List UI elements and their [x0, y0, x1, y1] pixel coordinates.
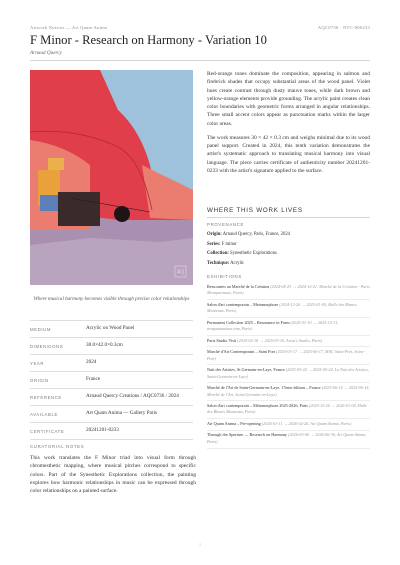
artwork-image [30, 70, 193, 285]
exhibition-meta: (2026-03-06 → 2026-06-30, Art Quam Anima, Paris) [207, 432, 367, 444]
exhibition-meta: (2024-12-26 → 2025-01-05, Halle des Blancs Manteaux, Paris) [207, 301, 357, 314]
exhibition-name: Permanent Collection 2025 – Resonance in Form [207, 319, 290, 325]
provenance-value: Synesthetic Explorations [230, 251, 277, 256]
detail-row-medium [30, 320, 193, 337]
art-black-circle [114, 206, 130, 222]
detail-label: AVAILABLE [30, 411, 58, 417]
exhibition-name: Marché de l'Art de Saint-Germain-en-Laye, 17eme édition – France [207, 385, 321, 390]
artist-name: Arnaud Quercy [30, 50, 62, 56]
exhibition-meta: (2025-06-14 → 2025-06-14, Marché de l'Art, Saint-Germain-en-Laye) [207, 385, 370, 397]
art-small-yellow [48, 158, 64, 170]
provenance-key: Series: [207, 241, 221, 247]
detail-value: 20241201-0233 [86, 427, 119, 434]
provenance-value: Acrylic [230, 260, 245, 266]
exhibitions-block [207, 274, 370, 449]
curatorial-label: CURATORIAL NOTES [30, 444, 85, 449]
top-bar [30, 25, 370, 30]
exhibition-item [207, 300, 370, 318]
artwork-painting [30, 70, 193, 285]
exhibition-item [207, 336, 370, 347]
exhibition-item [207, 318, 370, 336]
detail-label: DIMENSIONS [30, 343, 64, 349]
exhibition-item [207, 401, 370, 419]
provenance-line [207, 230, 370, 240]
exhibition-name: Salon d'art contemporain – Métamorphose 2025-2026, Paris [207, 402, 308, 408]
detail-row-reference [30, 388, 193, 405]
details-table [30, 320, 193, 440]
provenance-line [207, 259, 370, 269]
provenance-key: Technique: [207, 260, 230, 266]
exhibition-name: Through the Aperture — Research on Harmony [207, 432, 288, 438]
detail-value: 30.0×42.0×0.3cm [86, 342, 123, 349]
provenance-line [207, 249, 370, 259]
provenance-label: PROVENANCE [207, 222, 245, 227]
art-blue-block [40, 195, 58, 211]
detail-label: ORIGIN [30, 377, 49, 383]
detail-row-origin [30, 371, 193, 388]
exhibition-meta: (2024-04-23 → 2024-12-21, Marché de la Création - Paris Montparnasse, Paris) [207, 283, 370, 296]
exhibition-item [207, 419, 370, 430]
provenance-block [207, 222, 370, 268]
exhibition-meta: (2025-01-10 → 2025-12-31, artquamanima.com, Paris) [207, 319, 339, 332]
detail-label: YEAR [30, 360, 45, 366]
detail-row-available [30, 405, 193, 422]
exhibition-meta: (2025-02-18 → 2025-03-16, Artist's Studio, Paris) [237, 337, 323, 343]
provenance-value: Arnaud Quercy, Paris, France, 2024 [222, 232, 291, 237]
exhibition-meta: (2025-12-20 → 2026-01-04, Halle des Blancs Manteaux, Paris) [207, 402, 368, 415]
provenance-value: F minor [221, 241, 237, 247]
detail-label: CERTIFICATE [30, 428, 65, 434]
art-signature: AQ [176, 269, 185, 276]
detail-row-dimensions [30, 337, 193, 354]
exhibition-name: Salon d'art contemporain – Metamorphose [207, 301, 279, 307]
header-divider [30, 60, 370, 61]
exhibition-meta: (2026-01-11 → 2026-02-26, Art Quam Anima, Paris) [261, 420, 352, 426]
exhibition-item [207, 431, 370, 449]
provenance-key: Collection: [207, 251, 229, 256]
detail-value: Arnaud Quercy Creations / AQC0736 / 2024 [86, 393, 179, 400]
detail-value: Art Quam Anima — Gallery Paris [86, 410, 158, 417]
exhibition-item [207, 383, 370, 401]
exhibition-meta: (2025-03-17 → 2025-06-17, MAC Saint-Port, Seine-Port) [207, 349, 365, 361]
detail-value: 2024 [86, 359, 97, 366]
exhibition-item [207, 347, 370, 365]
exhibition-meta: (2025-05-24 → 2025-05-24, La Nuit des Artistes, Saint-Germain-en-Laye) [207, 367, 369, 379]
exhibitions-label: EXHIBITIONS [207, 274, 242, 279]
section-divider [207, 217, 370, 218]
exhibition-name: Paris Studio Visit [207, 337, 237, 343]
exhibition-item [207, 282, 370, 300]
exhibition-name: Art Quam Anima – Pre-opening [207, 420, 261, 426]
art-dark-block [58, 192, 100, 226]
page-title: F Minor - Research on Harmony - Variation 10 [30, 33, 267, 47]
provenance-key: Origin: [207, 232, 222, 237]
description-paragraph: The work measures 30 × 42 × 0.3 cm and weighs minimal due to its wood panel support. Created in 2024, this tenth variation demonstrates the artist's systematic approach to translating musical harmony into visual language. The piece carries certificate of authenticity number 20241201-0233 with the artist's signature applied to the surface. [207, 134, 370, 174]
header-right: AQC0736 · NTC-000233 [317, 25, 370, 30]
description [207, 70, 370, 181]
exhibition-name: Marché d'Art Contemporain – Saint Port [207, 349, 276, 355]
detail-label: REFERENCE [30, 394, 62, 400]
provenance-line [207, 240, 370, 250]
detail-label: MEDIUM [30, 326, 52, 332]
detail-value: Acrylic on Wood Panel [86, 325, 135, 332]
artwork-caption: Where musical harmony becomes visible through precise color relationships [33, 296, 190, 302]
detail-value: France [86, 376, 101, 383]
description-paragraph: Red-orange tones dominate the composition, appearing in salmon and firebrick shades that occupy substantial areas of the wood panel. Violet hues create contrast through dusty mauve tones, while dark brown and yellow-orange elements provide grounding. The acrylic paint creates clean color boundaries with geometric forms arranged in angular relationships. Three small accent colors appear as punctuation marks within the larger color areas. [207, 71, 370, 127]
curatorial-text: This work translates the F Minor triad into visual form through chromesthetic mapping, where musical pitches correspond to specific colors. Part of the Synesthetic Explorations collection, the painting explores how harmonic relationships in music can be expressed through color relationships on a painted surface. [30, 455, 196, 495]
art-lavender-band [30, 238, 193, 285]
exhibition-name: Nuit des Artistes, St Germain-en-Laye, France [207, 367, 285, 373]
header-left: Artwork Notices — Art Quam Anima [30, 25, 108, 30]
where-lives-title: WHERE THIS WORK LIVES [207, 207, 303, 214]
exhibition-item [207, 365, 370, 383]
detail-row-year [30, 354, 193, 371]
detail-row-certificate [30, 422, 193, 440]
exhibition-name: Rencontres au Marché de la Création [207, 283, 270, 289]
page-number: 1 [199, 542, 201, 547]
